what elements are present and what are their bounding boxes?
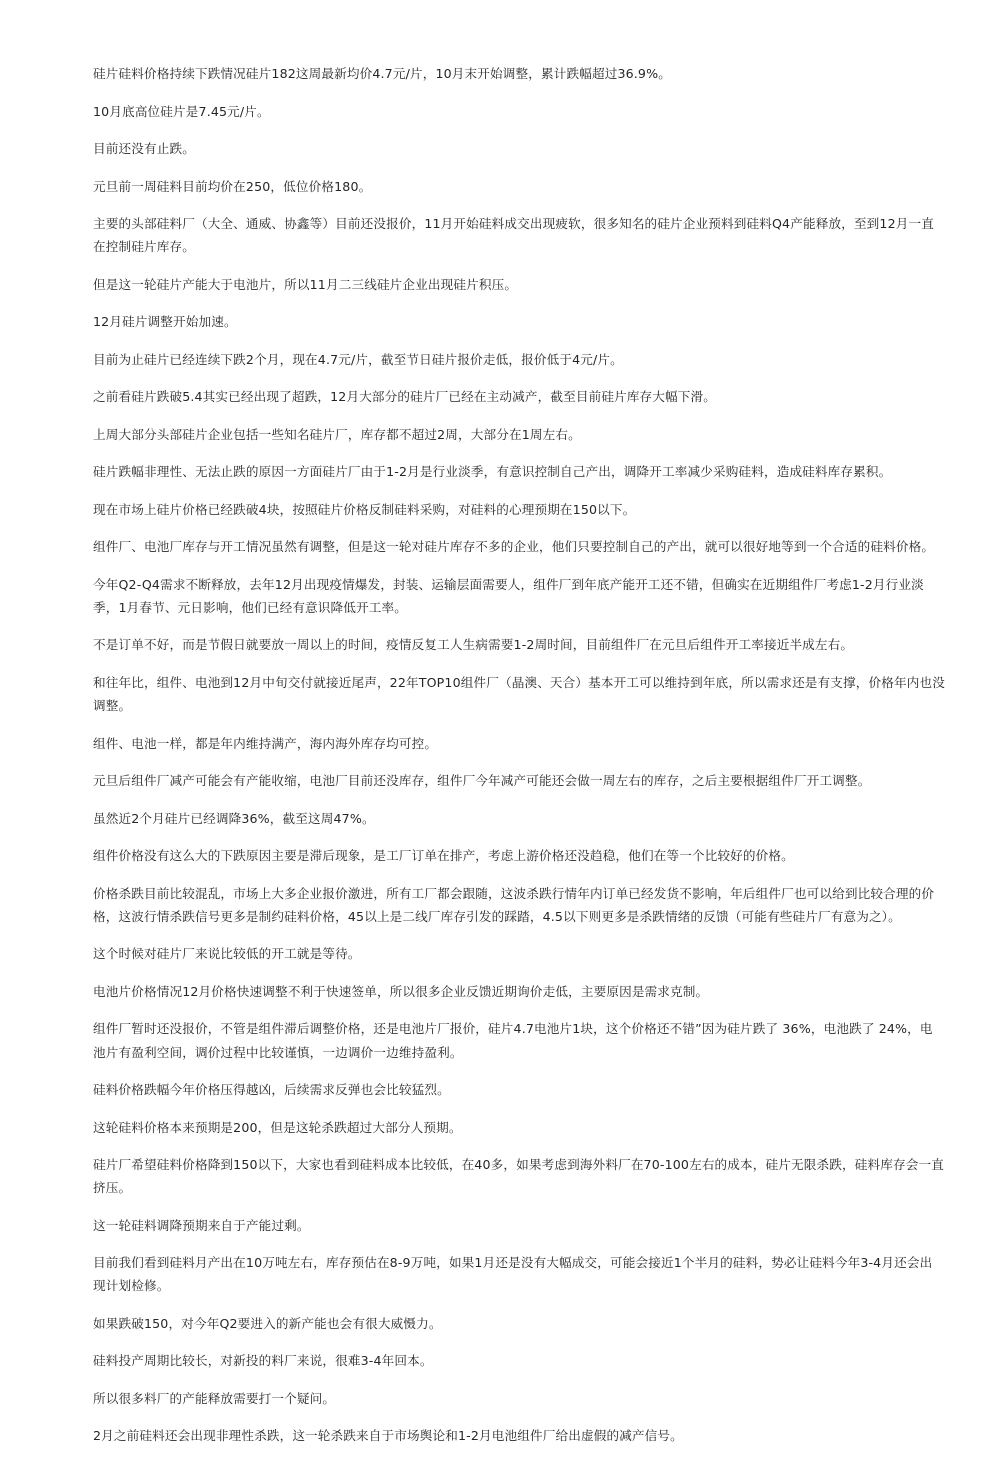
paragraph: 这个时候对硅片厂来说比较低的开工就是等待。: [93, 946, 361, 962]
paragraph: 硅片厂希望硅料价格降到150以下，大家也看到硅料成本比较低，在40多，如果考虑到海外料厂在70-100左右的成本，硅片无限杀跌，硅料库存会一直挤压。: [93, 1157, 944, 1196]
paragraph: 元旦前一周硅料目前均价在250，低位价格180。: [93, 178, 372, 194]
paragraph: 现在市场上硅片价格已经跌破4块，按照硅片价格反制硅料采购，对硅料的心理预期在150以下。: [93, 501, 636, 517]
paragraph: 但是这一轮硅片产能大于电池片，所以11月二三线硅片企业出现硅片积压。: [93, 276, 518, 292]
paragraph: 电池片价格情况12月价格快速调整不利于快速签单，所以很多企业反馈近期询价走低，主要原因是需求克制。: [93, 983, 709, 999]
paragraph: 这一轮硅料调降预期来自于产能过剩。: [93, 1217, 310, 1233]
paragraph: 组件厂、电池厂库存与开工情况虽然有调整，但是这一轮对硅片库存不多的企业，他们只要控制自己的产出，就可以很好地等到一个合适的硅料价格。: [93, 539, 935, 555]
paragraph: 这轮硅料价格本来预期是200，但是这轮杀跌超过大部分人预期。: [93, 1119, 462, 1135]
paragraph: 12月硅片调整开始加速。: [93, 314, 237, 330]
paragraph: 如果跌破150，对今年Q2要进入的新产能也会有很大威慑力。: [93, 1315, 442, 1331]
paragraph: 今年Q2-Q4需求不断释放，去年12月出现疫情爆发，封装、运输层面需要人，组件厂到年底产能开工还不错，但确实在近期组件厂考虑1-2月行业淡季，1月春节、元日影响，他们已经有意识降低开工率。: [93, 576, 924, 615]
paragraph: 目前我们看到硅料月产出在10万吨左右，库存预估在8-9万吨，如果1月还是没有大幅成交，可能会接近1个半月的硅料，势必让硅料今年3-4月还会出现计划检修。: [93, 1255, 933, 1294]
paragraph: 价格杀跌目前比较混乱，市场上大多企业报价激进，所有工厂都会跟随，这波杀跌行情年内订单已经发货不影响，年后组件厂也可以给到比较合理的价格，这波行情杀跌信号更多是制约硅料价格，45以上是二线厂库存引发的踩踏，4.5以下则更多是杀跌情绪的反馈（可能有些硅片厂有意为之）。: [93, 885, 935, 924]
paragraph: 10月底高位硅片是7.45元/片。: [93, 103, 270, 119]
paragraph: 组件价格没有这么大的下跌原因主要是滞后现象，是工厂订单在排产，考虑上游价格还没趋稳，他们在等一个比较好的价格。: [93, 848, 794, 864]
paragraph: 之前看硅片跌破5.4其实已经出现了超跌，12月大部分的硅片厂已经在主动减产，截至目前硅片库存大幅下滑。: [93, 389, 717, 405]
paragraph: 硅料投产周期比较长，对新投的料厂来说，很难3-4年回本。: [93, 1353, 433, 1369]
paragraph: 不是订单不好，而是节假日就要放一周以上的时间，疫情反复工人生病需要1-2周时间，目前组件厂在元旦后组件开工率接近半成左右。: [93, 637, 854, 653]
paragraph: 目前还没有止跌。: [93, 141, 195, 156]
paragraph: 组件厂暂时还没报价，不管是组件滞后调整价格，还是电池片厂报价，硅片4.7电池片1块，这个价格还不错”因为硅片跌了 36%，电池跌了 24%，电池片有盈利空间，调价过程中比较谨慎，一边调价一边维持盈利。: [93, 1021, 933, 1060]
document-body: [93, 62, 945, 1462]
paragraph: 所以很多料厂的产能释放需要打一个疑问。: [93, 1390, 336, 1406]
paragraph: 组件、电池一样，都是年内维持满产，海内海外库存均可控。: [93, 735, 438, 751]
paragraph: 元旦后组件厂减产可能会有产能收缩，电池厂目前还没库存，组件厂今年减产可能还会做一周左右的库存，之后主要根据组件厂开工调整。: [93, 773, 871, 789]
paragraph: 硅料价格跌幅今年价格压得越凶，后续需求反弹也会比较猛烈。: [93, 1082, 450, 1098]
paragraph: 硅片硅料价格持续下跌情况硅片182这周最新均价4.7元/片，10月末开始调整，累计跌幅超过36.9%。: [93, 66, 671, 81]
paragraph: 上周大部分头部硅片企业包括一些知名硅片厂，库存都不超过2周，大部分在1周左右。: [93, 426, 581, 442]
paragraph: 虽然近2个月硅片已经调降36%，截至这周47%。: [93, 810, 375, 826]
paragraph: 主要的头部硅料厂（大全、通威、协鑫等）目前还没报价，11月开始硅料成交出现疲软，很多知名的硅片企业预料到硅料Q4产能释放，至到12月一直在控制硅片库存。: [93, 216, 934, 255]
paragraph: 2月之前硅料还会出现非理性杀跌，这一轮杀跌来自于市场舆论和1-2月电池组件厂给出虚假的减产信号。: [93, 1428, 683, 1444]
paragraph: 和往年比，组件、电池到12月中旬交付就接近尾声，22年TOP10组件厂（晶澳、天合）基本开工可以维持到年底，所以需求还是有支撑，价格年内也没调整。: [93, 674, 945, 714]
paragraph: 目前为止硅片已经连续下跌2个月，现在4.7元/片，截至节日硅片报价走低，报价低于4元/片。: [93, 351, 623, 367]
paragraph: 硅片跌幅非理性、无法止跌的原因一方面硅片厂由于1-2月是行业淡季，有意识控制自己产出，调降开工率减少采购硅料，造成硅料库存累积。: [93, 464, 892, 480]
